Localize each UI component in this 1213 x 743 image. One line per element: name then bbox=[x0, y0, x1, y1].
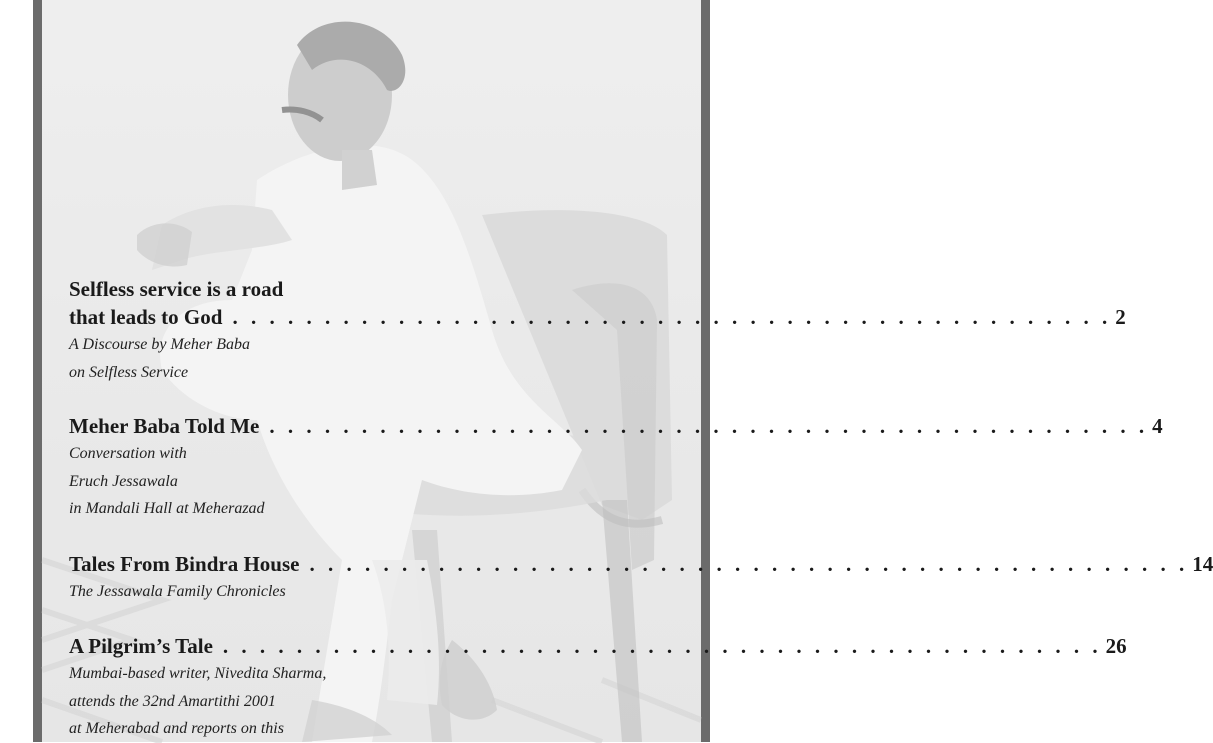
toc-entry-selfless-service[interactable] bbox=[69, 275, 1126, 386]
toc-entry-subtitle: Mumbai-based writer, Nivedita Sharma, bbox=[69, 665, 327, 682]
toc-entry-subtitle: Conversation with bbox=[69, 445, 187, 462]
dot-leader: . . . . . . . . . . . . . . . . . . . . . . . . . . . . . . . . . . . . . . . . . . . . . . . . bbox=[232, 305, 1112, 329]
toc-entry-title: Tales From Bindra House bbox=[69, 552, 300, 576]
toc-entry-title: A Pilgrim’s Tale bbox=[69, 634, 213, 658]
toc-entry-a-pilgrims-tale[interactable] bbox=[69, 632, 1127, 743]
page-frame-left bbox=[33, 0, 42, 742]
toc-entry-title-leader-row bbox=[69, 303, 1126, 331]
toc-entry-meher-baba-told-me[interactable] bbox=[69, 412, 1163, 523]
toc-entry-subtitle: A Discourse by Meher Baba bbox=[69, 336, 250, 353]
toc-entry-subtitle: Eruch Jessawala bbox=[69, 472, 178, 490]
toc-entry-title-leader-row bbox=[69, 632, 1127, 660]
toc-entry-title-leader-row bbox=[69, 550, 1213, 578]
page-number: 4 bbox=[1152, 414, 1163, 438]
toc-entry-title: Selfless service is a road bbox=[69, 277, 284, 301]
table-of-contents bbox=[69, 0, 1213, 742]
toc-entry-subtitle: The Jessawala Family Chronicles bbox=[69, 583, 286, 600]
toc-entry-subtitle: at Meherabad and reports on this bbox=[69, 720, 284, 737]
page-frame-right bbox=[701, 0, 710, 742]
toc-entry-subtitle: on Selfless Service bbox=[69, 363, 189, 381]
toc-entry-title-leader-row bbox=[69, 412, 1163, 440]
toc-entry-title: Meher Baba Told Me bbox=[69, 414, 260, 438]
page-number: 2 bbox=[1115, 305, 1126, 329]
toc-entry-title: that leads to God bbox=[69, 305, 223, 329]
dot-leader: . . . . . . . . . . . . . . . . . . . . . . . . . . . . . . . . . . . . . . . . . . . . . . . . bbox=[222, 634, 1102, 658]
toc-entry-subtitle: attends the 32nd Amartithi 2001 bbox=[69, 692, 276, 710]
toc-entry-tales-from-bindra-house[interactable] bbox=[69, 550, 1213, 606]
page-number: 14 bbox=[1192, 552, 1213, 576]
dot-leader: . . . . . . . . . . . . . . . . . . . . . . . . . . . . . . . . . . . . . . . . . . . . . . . . bbox=[269, 414, 1149, 438]
toc-entry-subtitle: in Mandali Hall at Meherazad bbox=[69, 500, 265, 517]
dot-leader: . . . . . . . . . . . . . . . . . . . . . . . . . . . . . . . . . . . . . . . . . . . . . . . . bbox=[309, 552, 1189, 576]
page-number: 26 bbox=[1105, 634, 1127, 658]
